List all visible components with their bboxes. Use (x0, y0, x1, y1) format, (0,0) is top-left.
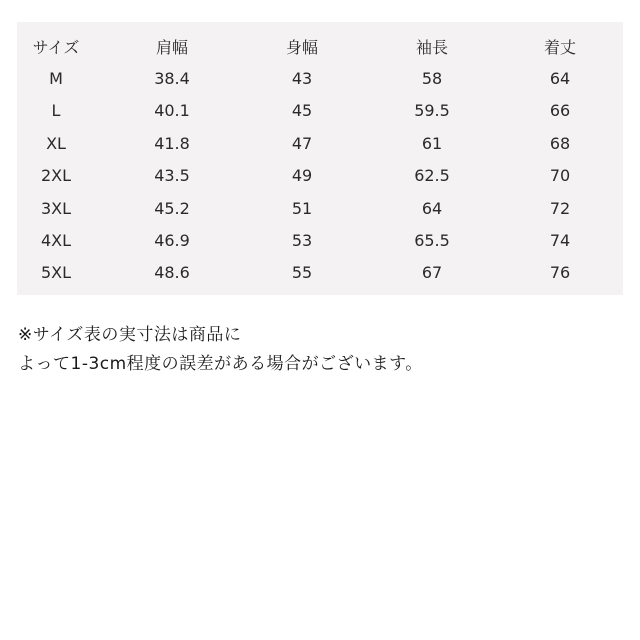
cell-sleeve: 64 (421, 198, 443, 218)
cell-size: XL (46, 133, 66, 153)
cell-shoulder: 45.2 (154, 198, 190, 218)
cell-length: 74 (549, 231, 571, 251)
cell-body: 45 (291, 101, 313, 121)
cell-shoulder: 43.5 (154, 166, 190, 186)
table-header-row (17, 30, 623, 62)
table-row (17, 224, 623, 256)
cell-sleeve: 59.5 (414, 101, 450, 121)
header-total-length: 着丈 (543, 37, 576, 57)
cell-shoulder: 40.1 (154, 101, 190, 121)
cell-body: 49 (291, 166, 313, 186)
header-body-width: 身幅 (285, 37, 318, 57)
cell-shoulder: 38.4 (154, 69, 190, 89)
cell-sleeve: 62.5 (414, 166, 450, 186)
header-shoulder-width: 肩幅 (155, 37, 188, 57)
size-table (17, 30, 623, 289)
cell-length: 70 (549, 166, 571, 186)
cell-sleeve: 67 (421, 263, 443, 283)
cell-size: M (49, 69, 63, 89)
cell-length: 76 (549, 263, 571, 283)
table-row (17, 62, 623, 94)
size-note (18, 321, 618, 379)
cell-size: 4XL (40, 231, 72, 251)
cell-length: 72 (549, 198, 571, 218)
cell-sleeve: 65.5 (414, 231, 450, 251)
table-row (17, 192, 623, 224)
cell-body: 43 (291, 69, 313, 89)
size-note-line-2: よって1-3cm程度の誤差がある場合がございます。 (18, 354, 423, 374)
cell-length: 64 (549, 69, 571, 89)
cell-sleeve: 58 (421, 69, 443, 89)
cell-body: 51 (291, 198, 313, 218)
table-row (17, 160, 623, 192)
header-size: サイズ (32, 37, 80, 57)
cell-size: 3XL (40, 198, 72, 218)
cell-size: 5XL (40, 263, 72, 283)
cell-body: 55 (291, 263, 313, 283)
cell-shoulder: 41.8 (154, 133, 190, 153)
size-note-line-1: ※サイズ表の実寸法は商品に (18, 325, 242, 345)
cell-shoulder: 48.6 (154, 263, 190, 283)
cell-size: L (51, 101, 61, 121)
cell-length: 66 (549, 101, 571, 121)
header-sleeve-length: 袖長 (415, 37, 448, 57)
table-row (17, 257, 623, 289)
table-row (17, 127, 623, 159)
cell-size: 2XL (40, 166, 72, 186)
size-table-panel (17, 22, 623, 295)
cell-length: 68 (549, 133, 571, 153)
cell-shoulder: 46.9 (154, 231, 190, 251)
cell-body: 53 (291, 231, 313, 251)
cell-sleeve: 61 (421, 133, 443, 153)
cell-body: 47 (291, 133, 313, 153)
table-row (17, 95, 623, 127)
